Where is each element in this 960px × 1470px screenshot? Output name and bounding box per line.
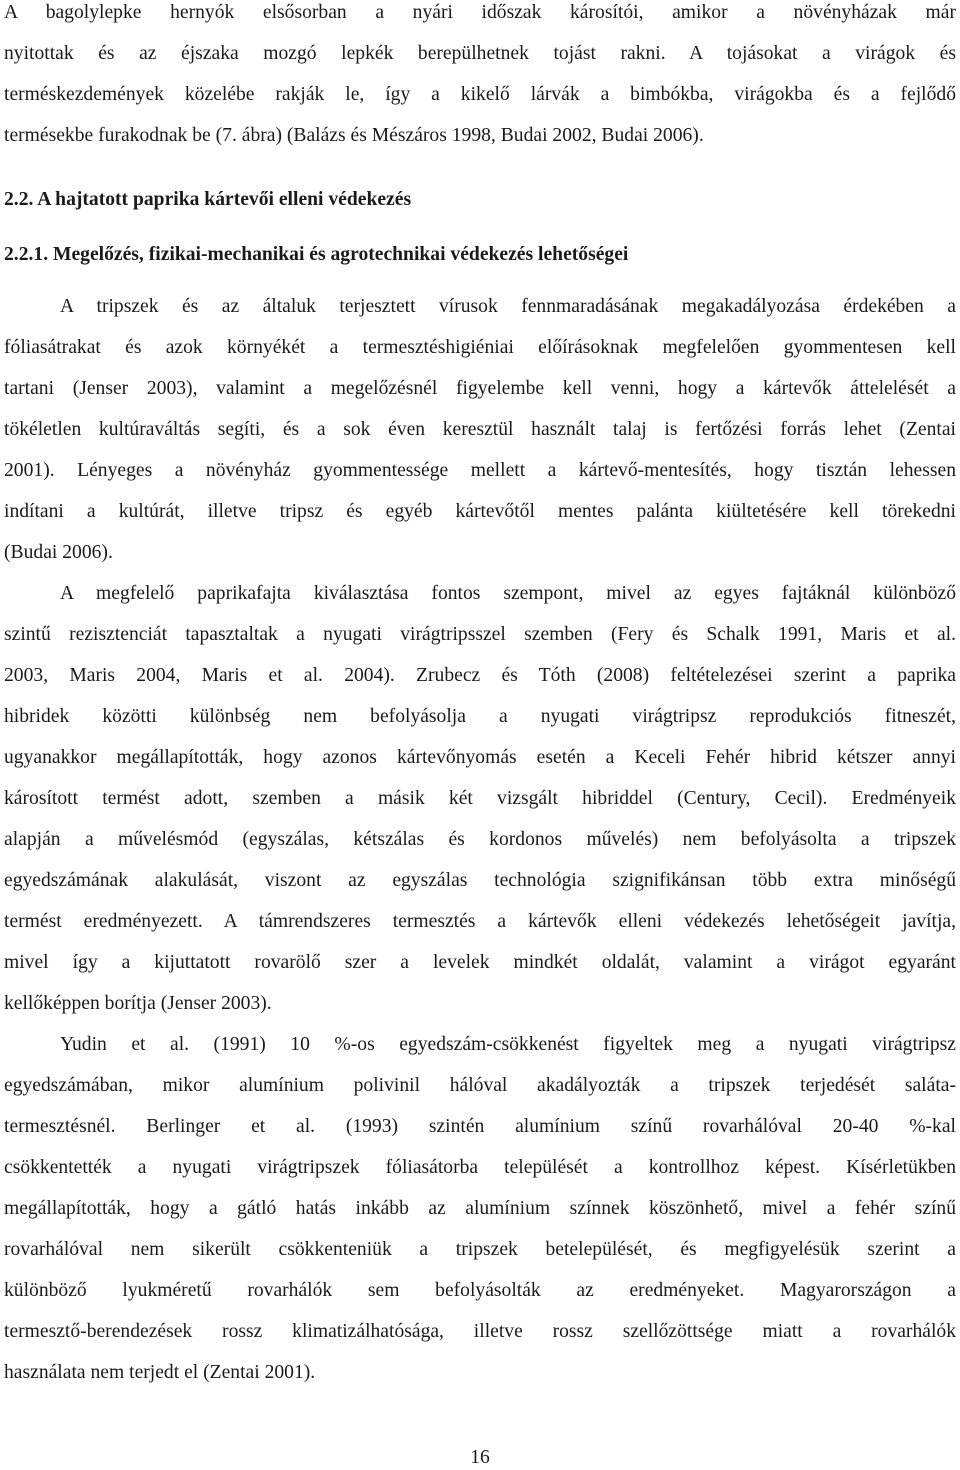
text-line: kellőképpen borítja (Jenser 2003). [4,993,272,1014]
text-line: megállapították, hogy a gátló hatás inkább az alumínium színnek köszönhető, mivel a fehér színű [4,1198,956,1219]
text-line: tökéletlen kultúraváltás segíti, és a sok éven keresztül használt talaj is fertőzési forrás lehet (Zentai [4,419,956,440]
text-line: Yudin et al. (1991) 10 %-os egyedszám-csökkenést figyeltek meg a nyugati virágtripsz [60,1034,956,1055]
subsection-heading: 2.2.1. Megelőzés, fizikai-mechanikai és agrotechnikai védekezés lehetőségei [4,244,629,265]
text-line: (Budai 2006). [4,542,113,563]
text-line: használata nem terjedt el (Zentai 2001). [4,1362,316,1383]
text-line: csökkentették a nyugati virágtripszek fóliasátorba települését a kontrollhoz képest. Kísérletükben [4,1157,956,1178]
text-line: termesztő-berendezések rossz klimatizálhatósága, illetve rossz szellőzöttsége miatt a rovarhálók [4,1321,956,1342]
text-line: 2003, Maris 2004, Maris et al. 2004). Zrubecz és Tóth (2008) feltételezései szerint a paprika [4,665,956,686]
text-line: egyedszámában, mikor alumínium polivinil hálóval akadályozták a tripszek terjedését saláta- [4,1075,956,1096]
section-heading: 2.2. A hajtatott paprika kártevői elleni védekezés [4,189,412,210]
text-line: tartani (Jenser 2003), valamint a megelőzésnél figyelembe kell venni, hogy a kártevők áttelelését a [4,378,956,399]
text-line: rovarhálóval nem sikerült csökkenteniük a tripszek betelepülését, és megfigyelésük szerint a [4,1239,956,1260]
text-line: A megfelelő paprikafajta kiválasztása fontos szempont, mivel az egyes fajtáknál különböző [60,583,956,604]
text-line: szintű rezisztenciát tapasztaltak a nyugati virágtripsszel szemben (Fery és Schalk 1991, Maris et al. [4,624,956,645]
text-line: nyitottak és az éjszaka mozgó lepkék berepülhetnek tojást rakni. A tojásokat a virágok és [4,43,956,64]
text-line: A bagolylepke hernyók elsősorban a nyári időszak károsítói, amikor a növényházak már [4,2,956,23]
text-line: termést eredményezett. A támrendszeres termesztés a kártevők elleni védekezés lehetőségeit javítja, [4,911,956,932]
text-line: termésekbe furakodnak be (7. ábra) (Balázs és Mészáros 1998, Budai 2002, Budai 2006). [4,125,704,146]
text-line: mivel így a kijuttatott rovarölő szer a levelek mindkét oldalát, valamint a virágot egyaránt [4,952,956,973]
text-line: károsított termést adott, szemben a másik két vizsgált hibriddel (Century, Cecil). Eredményeik [4,788,956,809]
text-line: fóliasátrakat és azok környékét a termesztéshigiéniai előírásoknak megfelelően gyommentesen kell [4,337,956,358]
text-line: különböző lyukméretű rovarhálók sem befolyásolták az eredményeket. Magyarországon a [4,1280,956,1301]
text-line: termesztésnél. Berlinger et al. (1993) szintén alumínium színű rovarhálóval 20-40 %-kal [4,1116,956,1137]
text-line: hibridek közötti különbség nem befolyásolja a nyugati virágtripsz reprodukciós fitneszét, [4,706,956,727]
text-line: egyedszámának alakulását, viszont az egyszálas technológia szignifikánsan több extra minőségű [4,870,956,891]
page-number: 16 [470,1447,490,1468]
text-line: indítani a kultúrát, illetve tripsz és egyéb kártevőtől mentes palánta kiültetésére kell törekedni [4,501,956,522]
text-line: terméskezdemények közelébe rakják le, így a kikelő lárvák a bimbókba, virágokba és a fejlődő [4,84,956,105]
text-line: 2001). Lényeges a növényház gyommentessége mellett a kártevő-mentesítés, hogy tisztán lehessen [4,460,956,481]
text-line: A tripszek és az általuk terjesztett vírusok fennmaradásának megakadályozása érdekében a [60,296,956,317]
text-line: alapján a művelésmód (egyszálas, kétszálas és kordonos művelés) nem befolyásolta a tripszek [4,829,956,850]
text-line: ugyanakkor megállapították, hogy azonos kártevőnyomás esetén a Keceli Fehér hibrid kétszer annyi [4,747,956,768]
